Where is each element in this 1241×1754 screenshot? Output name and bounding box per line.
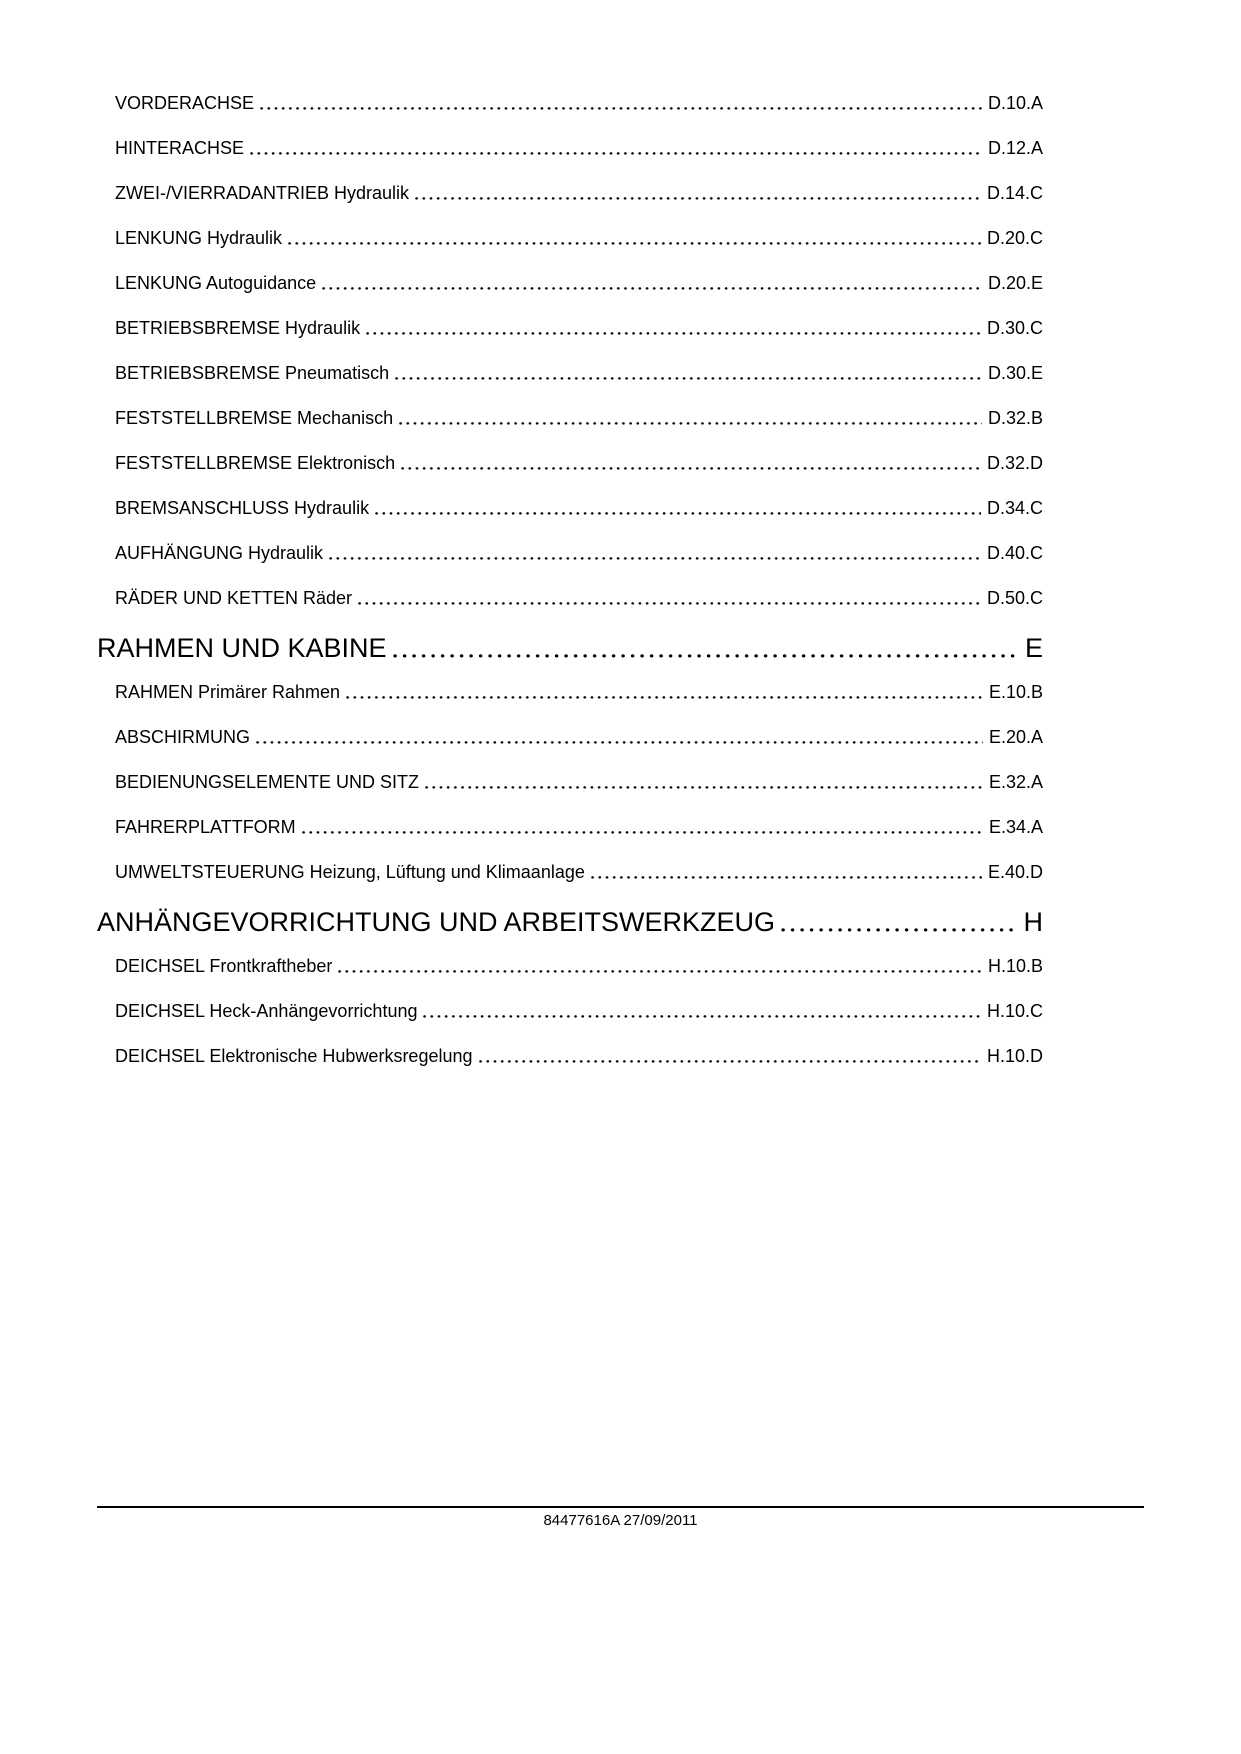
footer-divider: [97, 1506, 1144, 1508]
toc-entry-label: DEICHSEL Elektronische Hubwerksregelung: [115, 1046, 473, 1066]
toc-entry[interactable]: [97, 317, 1043, 339]
toc-entry-code: D.30.C: [986, 318, 1043, 338]
toc-entry-label: ABSCHIRMUNG: [115, 727, 251, 747]
toc-entry[interactable]: [97, 632, 1043, 664]
toc-entry-label: ANHÄNGEVORRICHTUNG UND ARBEITSWERKZEUG: [97, 907, 776, 937]
page-footer: [97, 1506, 1144, 1530]
toc-entry-code: H.10.D: [986, 1046, 1043, 1066]
toc-entry-code: D.32.B: [987, 408, 1043, 428]
toc-entry-label: RAHMEN Primärer Rahmen: [115, 682, 341, 702]
toc-entry-code: D.40.C: [986, 543, 1043, 563]
toc-entry[interactable]: [97, 137, 1043, 159]
toc-leader-dots: [346, 681, 983, 703]
toc-leader-dots: [329, 542, 981, 564]
toc-entry-label: RAHMEN UND KABINE: [97, 633, 387, 663]
toc-list: [97, 92, 1043, 1090]
toc-entry-label: FESTSTELLBREMSE Elektronisch: [115, 453, 396, 473]
toc-entry[interactable]: [97, 1045, 1043, 1067]
toc-entry[interactable]: [97, 726, 1043, 748]
toc-entry-code: H.10.C: [986, 1001, 1043, 1021]
toc-entry-label: FAHRERPLATTFORM: [115, 817, 296, 837]
toc-leader-dots: [358, 587, 981, 609]
toc-entry[interactable]: [97, 771, 1043, 793]
toc-entry[interactable]: [97, 497, 1043, 519]
toc-entry[interactable]: [97, 182, 1043, 204]
toc-entry-label: BREMSANSCHLUSS Hydraulik: [115, 498, 370, 518]
toc-leader-dots: [425, 771, 983, 793]
toc-entry[interactable]: [97, 542, 1043, 564]
toc-entry-label: BETRIEBSBREMSE Hydraulik: [115, 318, 361, 338]
toc-entry[interactable]: [97, 587, 1043, 609]
toc-leader-dots: [302, 816, 983, 838]
toc-entry[interactable]: [97, 906, 1043, 938]
toc-leader-dots: [591, 861, 982, 883]
toc-entry-label: VORDERACHSE: [115, 93, 255, 113]
toc-entry-code: D.12.A: [987, 138, 1043, 158]
toc-entry[interactable]: [97, 92, 1043, 114]
toc-entry-code: E.34.A: [988, 817, 1043, 837]
toc-entry-code: E.40.D: [987, 862, 1043, 882]
toc-entry-code: H: [1023, 907, 1043, 937]
toc-leader-dots: [401, 452, 981, 474]
toc-entry[interactable]: [97, 816, 1043, 838]
toc-entry-code: D.34.C: [986, 498, 1043, 518]
toc-entry-label: RÄDER UND KETTEN Räder: [115, 588, 353, 608]
toc-entry[interactable]: [97, 407, 1043, 429]
toc-entry-code: D.32.D: [986, 453, 1043, 473]
toc-leader-dots: [423, 1000, 980, 1022]
toc-entry-code: D.10.A: [987, 93, 1043, 113]
toc-entry-code: E.20.A: [988, 727, 1043, 747]
toc-leader-dots: [393, 632, 1019, 664]
footer-text: 84477616A 27/09/2011: [543, 1512, 698, 1529]
toc-leader-dots: [479, 1045, 981, 1067]
toc-entry[interactable]: [97, 362, 1043, 384]
toc-entry[interactable]: [97, 681, 1043, 703]
toc-entry-code: E.10.B: [988, 682, 1043, 702]
toc-leader-dots: [322, 272, 982, 294]
toc-entry-code: E.32.A: [988, 772, 1043, 792]
toc-entry[interactable]: [97, 272, 1043, 294]
toc-leader-dots: [395, 362, 982, 384]
toc-entry-code: D.14.C: [986, 183, 1043, 203]
toc-leader-dots: [366, 317, 981, 339]
toc-leader-dots: [338, 955, 982, 977]
toc-leader-dots: [256, 726, 983, 748]
toc-entry-label: DEICHSEL Heck-Anhängevorrichtung: [115, 1001, 418, 1021]
toc-entry-label: AUFHÄNGUNG Hydraulik: [115, 543, 324, 563]
toc-entry-code: D.50.C: [986, 588, 1043, 608]
toc-leader-dots: [399, 407, 982, 429]
toc-entry-label: LENKUNG Hydraulik: [115, 228, 283, 248]
toc-entry[interactable]: [97, 452, 1043, 474]
toc-leader-dots: [781, 906, 1017, 938]
toc-entry-code: D.30.E: [987, 363, 1043, 383]
toc-entry-label: BEDIENUNGSELEMENTE UND SITZ: [115, 772, 420, 792]
toc-leader-dots: [260, 92, 982, 114]
toc-leader-dots: [415, 182, 981, 204]
toc-leader-dots: [288, 227, 981, 249]
toc-entry[interactable]: [97, 1000, 1043, 1022]
toc-entry[interactable]: [97, 861, 1043, 883]
toc-entry-label: ZWEI-/VIERRADANTRIEB Hydraulik: [115, 183, 410, 203]
toc-entry-code: H.10.B: [987, 956, 1043, 976]
toc-entry-label: HINTERACHSE: [115, 138, 245, 158]
toc-leader-dots: [375, 497, 981, 519]
toc-entry[interactable]: [97, 955, 1043, 977]
toc-entry[interactable]: [97, 227, 1043, 249]
toc-entry-label: UMWELTSTEUERUNG Heizung, Lüftung und Klimaanlage: [115, 862, 585, 882]
toc-entry-label: DEICHSEL Frontkraftheber: [115, 956, 333, 976]
toc-entry-code: D.20.C: [986, 228, 1043, 248]
toc-entry-code: D.20.E: [987, 273, 1043, 293]
toc-entry-label: BETRIEBSBREMSE Pneumatisch: [115, 363, 390, 383]
toc-leader-dots: [250, 137, 982, 159]
toc-entry-code: E: [1024, 633, 1043, 663]
toc-entry-label: LENKUNG Autoguidance: [115, 273, 317, 293]
toc-entry-label: FESTSTELLBREMSE Mechanisch: [115, 408, 394, 428]
